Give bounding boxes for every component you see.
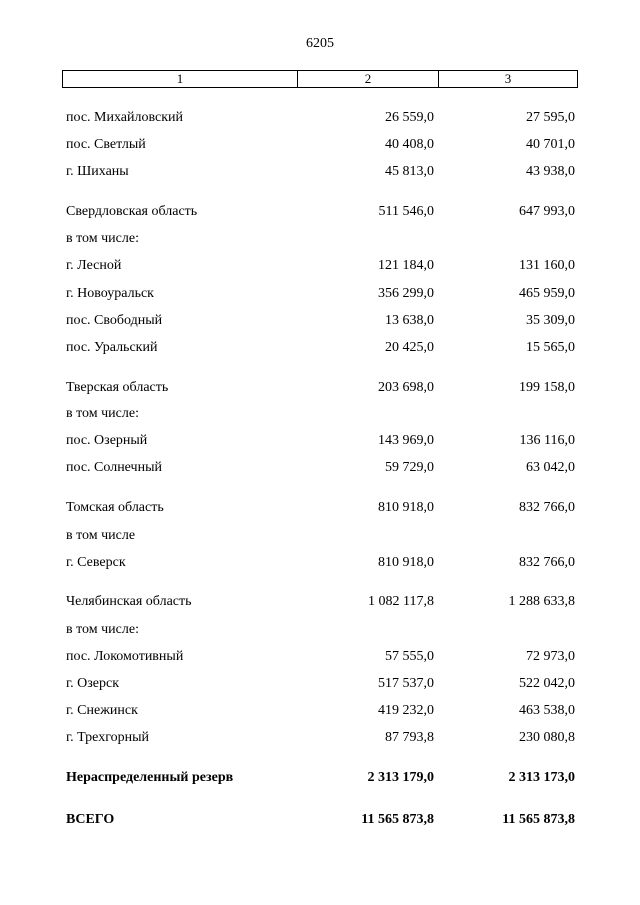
- row-value-col2: 40 408,0: [385, 137, 434, 152]
- row-value-col2: 203 698,0: [378, 380, 434, 395]
- table-row: [0, 340, 640, 360]
- row-value-col2: 87 793,8: [385, 730, 434, 745]
- row-value-col2: 511 546,0: [378, 204, 434, 219]
- row-value-col2: 26 559,0: [385, 110, 434, 125]
- table-row: [0, 204, 640, 224]
- row-value-col3: 43 938,0: [526, 164, 575, 179]
- row-value-col2: 517 537,0: [378, 676, 434, 691]
- table-row: [0, 313, 640, 333]
- row-value-col2: 57 555,0: [385, 649, 434, 664]
- table-row: [0, 622, 640, 642]
- row-label: г. Северск: [66, 555, 126, 570]
- row-value-col2: 419 232,0: [378, 703, 434, 718]
- table-row: [0, 258, 640, 278]
- row-value-col3: 40 701,0: [526, 137, 575, 152]
- row-value-col3: 465 959,0: [519, 286, 575, 301]
- row-value-col3: 1 288 633,8: [508, 594, 575, 609]
- table-row: [0, 555, 640, 575]
- column-header-3: 3: [438, 71, 577, 87]
- row-label: г. Шиханы: [66, 164, 129, 179]
- table-row: [0, 594, 640, 614]
- row-value-col3: 199 158,0: [519, 380, 575, 395]
- column-header-1: 1: [176, 71, 184, 86]
- table-row: [0, 500, 640, 520]
- row-label: г. Снежинск: [66, 703, 138, 718]
- row-value-col3: 832 766,0: [519, 555, 575, 570]
- row-value-col3: 230 080,8: [519, 730, 575, 745]
- row-label: г. Трехгорный: [66, 730, 149, 745]
- table-row: [0, 137, 640, 157]
- row-label: ВСЕГО: [66, 812, 115, 827]
- table-row: [0, 812, 640, 832]
- table-row: [0, 231, 640, 251]
- row-value-col3: 522 042,0: [519, 676, 575, 691]
- table-row: [0, 164, 640, 184]
- row-value-col3: 72 973,0: [526, 649, 575, 664]
- row-value-col2: 45 813,0: [385, 164, 434, 179]
- row-value-col3: 136 116,0: [519, 433, 575, 448]
- row-value-col2: 1 082 117,8: [368, 594, 434, 609]
- row-value-col3: 832 766,0: [519, 500, 575, 515]
- table-row: [0, 730, 640, 750]
- table-row: [0, 770, 640, 790]
- table-row: [0, 286, 640, 306]
- table-row: [0, 433, 640, 453]
- row-value-col2: 2 313 179,0: [367, 770, 434, 785]
- row-label: пос. Уральский: [66, 340, 158, 355]
- table-row: [0, 703, 640, 723]
- row-value-col3: 647 993,0: [519, 204, 575, 219]
- row-value-col2: 356 299,0: [378, 286, 434, 301]
- row-value-col2: 121 184,0: [378, 258, 434, 273]
- row-label: Томская область: [66, 500, 164, 515]
- table-row: [0, 676, 640, 696]
- row-value-col3: 15 565,0: [526, 340, 575, 355]
- row-value-col3: 2 313 173,0: [508, 770, 575, 785]
- row-value-col3: 463 538,0: [519, 703, 575, 718]
- row-label: пос. Солнечный: [66, 460, 162, 475]
- row-label: Челябинская область: [66, 594, 192, 609]
- row-value-col2: 13 638,0: [385, 313, 434, 328]
- row-label: Тверская область: [66, 380, 169, 395]
- row-label: пос. Локомотивный: [66, 649, 184, 664]
- row-value-col2: 59 729,0: [385, 460, 434, 475]
- row-label: пос. Озерный: [66, 433, 148, 448]
- row-value-col3: 27 595,0: [526, 110, 575, 125]
- row-label: в том числе: [66, 528, 136, 543]
- row-value-col2: 11 565 873,8: [361, 812, 434, 827]
- table-row: [0, 406, 640, 426]
- row-value-col3: 35 309,0: [526, 313, 575, 328]
- row-label: пос. Свободный: [66, 313, 163, 328]
- row-label: г. Озерск: [66, 676, 120, 691]
- table-row: [0, 110, 640, 130]
- row-label: в том числе:: [66, 231, 139, 246]
- table-row: [0, 649, 640, 669]
- row-value-col3: 11 565 873,8: [502, 812, 575, 827]
- row-value-col2: 810 918,0: [378, 500, 434, 515]
- table-row: [0, 460, 640, 480]
- row-label: в том числе:: [66, 622, 139, 637]
- row-label: пос. Светлый: [66, 137, 146, 152]
- row-label: Нераспределенный резерв: [66, 770, 234, 785]
- row-value-col2: 810 918,0: [378, 555, 434, 570]
- column-header-2: 2: [297, 71, 438, 87]
- table-row: [0, 528, 640, 548]
- row-value-col2: 143 969,0: [378, 433, 434, 448]
- table-row: [0, 380, 640, 400]
- row-label: г. Лесной: [66, 258, 122, 273]
- row-value-col3: 63 042,0: [526, 460, 575, 475]
- page-number: 6205: [306, 36, 334, 51]
- row-label: пос. Михайловский: [66, 110, 184, 125]
- row-label: Свердловская область: [66, 204, 198, 219]
- row-value-col2: 20 425,0: [385, 340, 434, 355]
- row-label: в том числе:: [66, 406, 139, 421]
- row-value-col3: 131 160,0: [519, 258, 575, 273]
- row-label: г. Новоуральск: [66, 286, 154, 301]
